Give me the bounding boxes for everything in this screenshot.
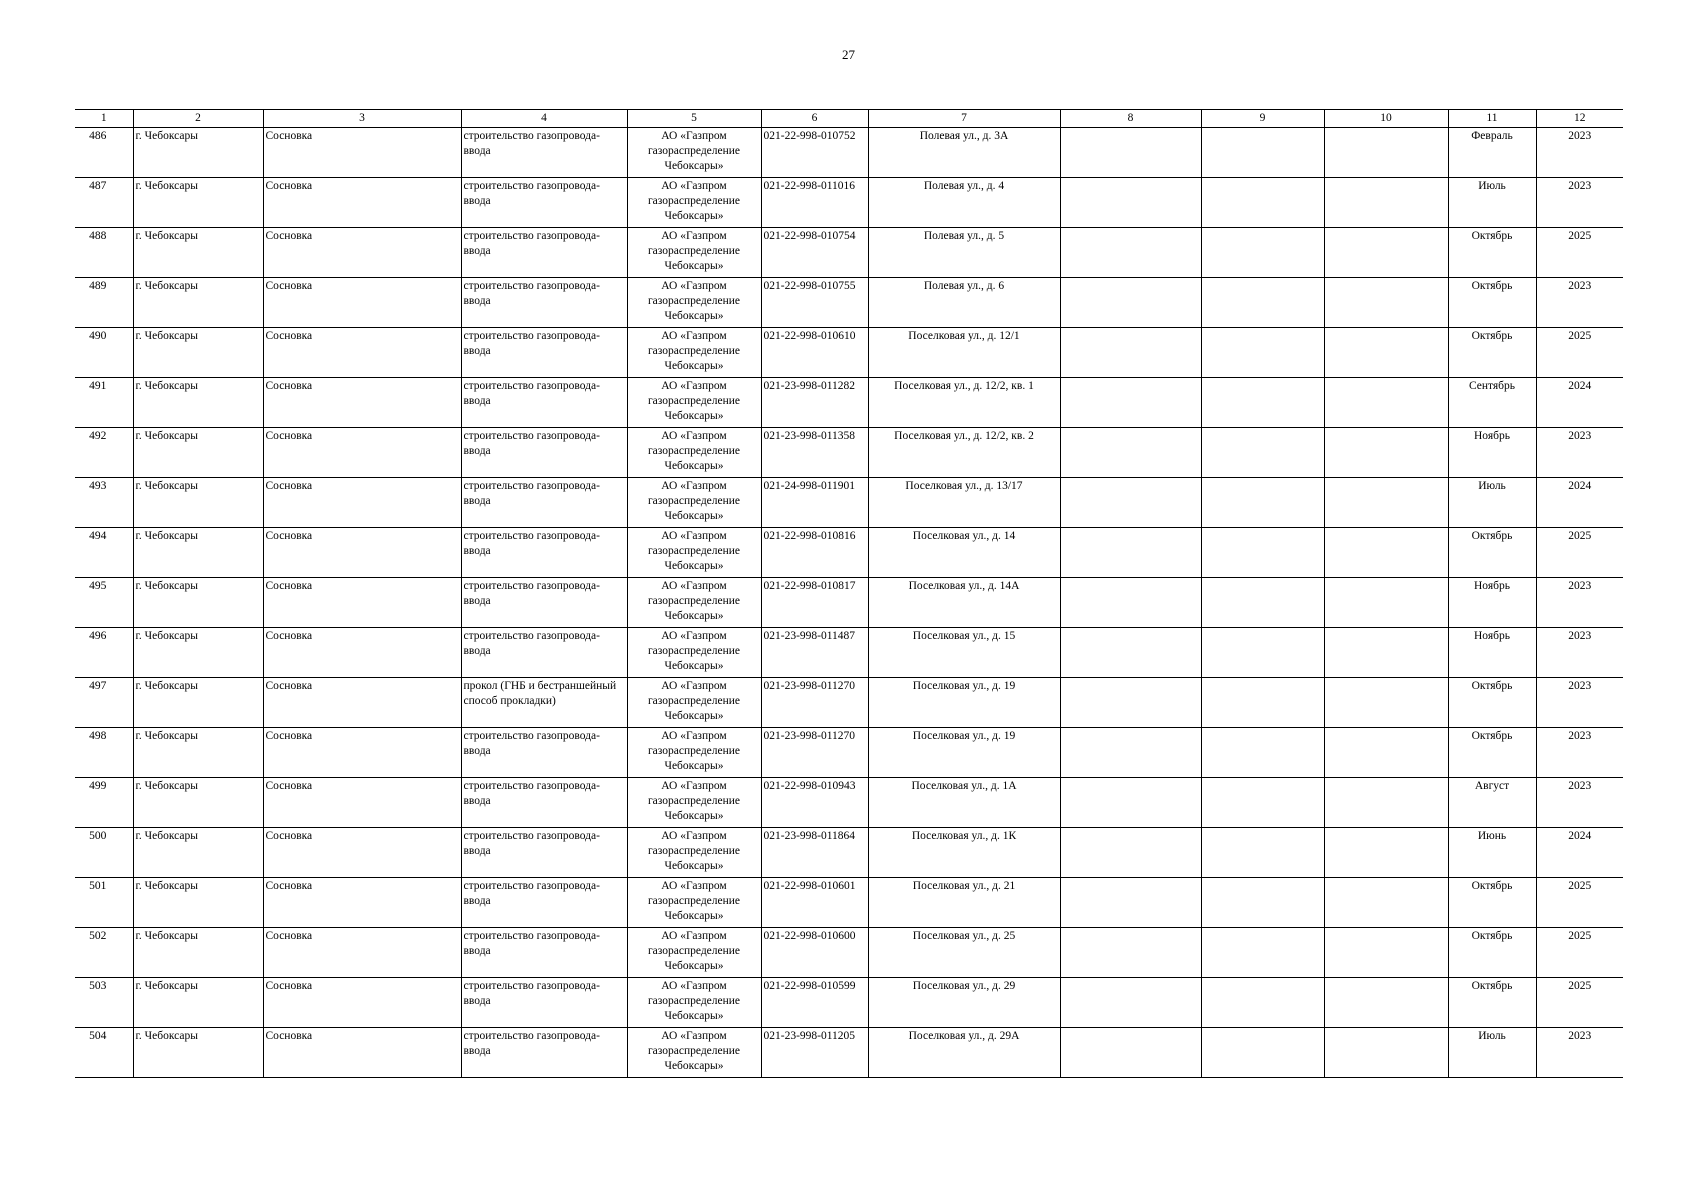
- column-header: 1: [75, 110, 133, 128]
- table-row: [75, 478, 1623, 528]
- column-header: 12: [1536, 110, 1623, 128]
- application-code-cell: 021-22-998-010601: [761, 878, 868, 928]
- district-cell: Сосновка: [263, 328, 461, 378]
- year-cell: 2025: [1536, 928, 1623, 978]
- year-cell: 2023: [1536, 178, 1623, 228]
- year-cell: 2023: [1536, 728, 1623, 778]
- address-cell: Поселковая ул., д. 13/17: [868, 478, 1060, 528]
- row-number-cell: 502: [75, 928, 133, 978]
- city-cell: г. Чебоксары: [133, 978, 263, 1028]
- column-10-cell: [1324, 578, 1448, 628]
- column-9-cell: [1201, 478, 1324, 528]
- column-10-cell: [1324, 278, 1448, 328]
- work-type-cell: строительство газопровода-ввода: [461, 128, 627, 178]
- table-row: [75, 128, 1623, 178]
- district-cell: Сосновка: [263, 278, 461, 328]
- district-cell: Сосновка: [263, 628, 461, 678]
- column-10-cell: [1324, 478, 1448, 528]
- row-number-cell: 499: [75, 778, 133, 828]
- column-header: 2: [133, 110, 263, 128]
- application-code-cell: 021-22-998-011016: [761, 178, 868, 228]
- column-8-cell: [1060, 428, 1201, 478]
- table-row: [75, 728, 1623, 778]
- column-8-cell: [1060, 828, 1201, 878]
- column-9-cell: [1201, 128, 1324, 178]
- address-cell: Поселковая ул., д. 25: [868, 928, 1060, 978]
- organization-cell: АО «Газпром газораспределение Чебоксары»: [627, 428, 761, 478]
- organization-cell: АО «Газпром газораспределение Чебоксары»: [627, 778, 761, 828]
- column-10-cell: [1324, 328, 1448, 378]
- year-cell: 2023: [1536, 128, 1623, 178]
- column-9-cell: [1201, 428, 1324, 478]
- month-cell: Октябрь: [1448, 228, 1536, 278]
- district-cell: Сосновка: [263, 778, 461, 828]
- year-cell: 2023: [1536, 628, 1623, 678]
- row-number-cell: 486: [75, 128, 133, 178]
- year-cell: 2025: [1536, 228, 1623, 278]
- work-type-cell: строительство газопровода-ввода: [461, 428, 627, 478]
- address-cell: Поселковая ул., д. 21: [868, 878, 1060, 928]
- month-cell: Октябрь: [1448, 928, 1536, 978]
- month-cell: Октябрь: [1448, 878, 1536, 928]
- month-cell: Февраль: [1448, 128, 1536, 178]
- month-cell: Июнь: [1448, 828, 1536, 878]
- organization-cell: АО «Газпром газораспределение Чебоксары»: [627, 528, 761, 578]
- column-10-cell: [1324, 728, 1448, 778]
- work-type-cell: строительство газопровода-ввода: [461, 928, 627, 978]
- row-number-cell: 501: [75, 878, 133, 928]
- address-cell: Поселковая ул., д. 12/2, кв. 1: [868, 378, 1060, 428]
- city-cell: г. Чебоксары: [133, 378, 263, 428]
- table-row: [75, 378, 1623, 428]
- address-cell: Поселковая ул., д. 1А: [868, 778, 1060, 828]
- district-cell: Сосновка: [263, 528, 461, 578]
- column-10-cell: [1324, 878, 1448, 928]
- column-9-cell: [1201, 528, 1324, 578]
- city-cell: г. Чебоксары: [133, 928, 263, 978]
- column-8-cell: [1060, 528, 1201, 578]
- city-cell: г. Чебоксары: [133, 328, 263, 378]
- address-cell: Поселковая ул., д. 15: [868, 628, 1060, 678]
- work-type-cell: строительство газопровода-ввода: [461, 178, 627, 228]
- column-9-cell: [1201, 578, 1324, 628]
- city-cell: г. Чебоксары: [133, 228, 263, 278]
- city-cell: г. Чебоксары: [133, 578, 263, 628]
- column-10-cell: [1324, 628, 1448, 678]
- column-header: 6: [761, 110, 868, 128]
- year-cell: 2023: [1536, 428, 1623, 478]
- organization-cell: АО «Газпром газораспределение Чебоксары»: [627, 578, 761, 628]
- month-cell: Август: [1448, 778, 1536, 828]
- year-cell: 2024: [1536, 478, 1623, 528]
- column-8-cell: [1060, 378, 1201, 428]
- column-8-cell: [1060, 678, 1201, 728]
- application-code-cell: 021-23-998-011270: [761, 678, 868, 728]
- month-cell: Октябрь: [1448, 978, 1536, 1028]
- month-cell: Октябрь: [1448, 328, 1536, 378]
- city-cell: г. Чебоксары: [133, 478, 263, 528]
- district-cell: Сосновка: [263, 478, 461, 528]
- district-cell: Сосновка: [263, 678, 461, 728]
- month-cell: Июль: [1448, 178, 1536, 228]
- column-header: 11: [1448, 110, 1536, 128]
- work-type-cell: строительство газопровода-ввода: [461, 978, 627, 1028]
- work-type-cell: строительство газопровода-ввода: [461, 278, 627, 328]
- month-cell: Октябрь: [1448, 678, 1536, 728]
- table-row: [75, 978, 1623, 1028]
- month-cell: Ноябрь: [1448, 428, 1536, 478]
- column-8-cell: [1060, 728, 1201, 778]
- work-type-cell: строительство газопровода-ввода: [461, 778, 627, 828]
- year-cell: 2025: [1536, 528, 1623, 578]
- column-header: 8: [1060, 110, 1201, 128]
- district-cell: Сосновка: [263, 228, 461, 278]
- city-cell: г. Чебоксары: [133, 828, 263, 878]
- column-header: 3: [263, 110, 461, 128]
- column-10-cell: [1324, 1028, 1448, 1078]
- application-code-cell: 021-23-998-011282: [761, 378, 868, 428]
- organization-cell: АО «Газпром газораспределение Чебоксары»: [627, 1028, 761, 1078]
- year-cell: 2024: [1536, 378, 1623, 428]
- table-row: [75, 678, 1623, 728]
- address-cell: Полевая ул., д. 6: [868, 278, 1060, 328]
- city-cell: г. Чебоксары: [133, 128, 263, 178]
- column-9-cell: [1201, 828, 1324, 878]
- column-9-cell: [1201, 228, 1324, 278]
- table-row: [75, 328, 1623, 378]
- column-9-cell: [1201, 1028, 1324, 1078]
- column-number-header-row: [75, 110, 1623, 128]
- column-10-cell: [1324, 228, 1448, 278]
- application-code-cell: 021-23-998-011864: [761, 828, 868, 878]
- row-number-cell: 491: [75, 378, 133, 428]
- application-code-cell: 021-22-998-010755: [761, 278, 868, 328]
- address-cell: Поселковая ул., д. 19: [868, 678, 1060, 728]
- column-10-cell: [1324, 178, 1448, 228]
- organization-cell: АО «Газпром газораспределение Чебоксары»: [627, 628, 761, 678]
- row-number-cell: 488: [75, 228, 133, 278]
- district-cell: Сосновка: [263, 378, 461, 428]
- column-9-cell: [1201, 328, 1324, 378]
- row-number-cell: 490: [75, 328, 133, 378]
- city-cell: г. Чебоксары: [133, 678, 263, 728]
- column-9-cell: [1201, 278, 1324, 328]
- year-cell: 2023: [1536, 578, 1623, 628]
- address-cell: Поселковая ул., д. 1К: [868, 828, 1060, 878]
- address-cell: Поселковая ул., д. 29: [868, 978, 1060, 1028]
- application-code-cell: 021-22-998-010816: [761, 528, 868, 578]
- work-type-cell: строительство газопровода-ввода: [461, 878, 627, 928]
- organization-cell: АО «Газпром газораспределение Чебоксары»: [627, 378, 761, 428]
- organization-cell: АО «Газпром газораспределение Чебоксары»: [627, 678, 761, 728]
- column-8-cell: [1060, 228, 1201, 278]
- address-cell: Поселковая ул., д. 14А: [868, 578, 1060, 628]
- address-cell: Поселковая ул., д. 14: [868, 528, 1060, 578]
- address-cell: Поселковая ул., д. 12/1: [868, 328, 1060, 378]
- work-type-cell: строительство газопровода-ввода: [461, 328, 627, 378]
- column-header: 4: [461, 110, 627, 128]
- application-code-cell: 021-22-998-010943: [761, 778, 868, 828]
- work-type-cell: строительство газопровода-ввода: [461, 228, 627, 278]
- district-cell: Сосновка: [263, 428, 461, 478]
- district-cell: Сосновка: [263, 578, 461, 628]
- city-cell: г. Чебоксары: [133, 628, 263, 678]
- column-10-cell: [1324, 778, 1448, 828]
- year-cell: 2023: [1536, 678, 1623, 728]
- column-8-cell: [1060, 178, 1201, 228]
- table-row: [75, 878, 1623, 928]
- city-cell: г. Чебоксары: [133, 878, 263, 928]
- month-cell: Июль: [1448, 478, 1536, 528]
- column-10-cell: [1324, 528, 1448, 578]
- row-number-cell: 494: [75, 528, 133, 578]
- organization-cell: АО «Газпром газораспределение Чебоксары»: [627, 728, 761, 778]
- table-row: [75, 778, 1623, 828]
- organization-cell: АО «Газпром газораспределение Чебоксары»: [627, 328, 761, 378]
- organization-cell: АО «Газпром газораспределение Чебоксары»: [627, 978, 761, 1028]
- column-8-cell: [1060, 1028, 1201, 1078]
- column-9-cell: [1201, 628, 1324, 678]
- organization-cell: АО «Газпром газораспределение Чебоксары»: [627, 178, 761, 228]
- address-cell: Поселковая ул., д. 12/2, кв. 2: [868, 428, 1060, 478]
- row-number-cell: 492: [75, 428, 133, 478]
- application-code-cell: 021-22-998-010600: [761, 928, 868, 978]
- column-9-cell: [1201, 778, 1324, 828]
- row-number-cell: 496: [75, 628, 133, 678]
- organization-cell: АО «Газпром газораспределение Чебоксары»: [627, 478, 761, 528]
- district-cell: Сосновка: [263, 978, 461, 1028]
- application-code-cell: 021-23-998-011270: [761, 728, 868, 778]
- table-body: [75, 128, 1623, 1078]
- city-cell: г. Чебоксары: [133, 278, 263, 328]
- column-9-cell: [1201, 378, 1324, 428]
- column-10-cell: [1324, 428, 1448, 478]
- table-row: [75, 578, 1623, 628]
- work-type-cell: строительство газопровода-ввода: [461, 828, 627, 878]
- work-type-cell: строительство газопровода-ввода: [461, 728, 627, 778]
- work-type-cell: прокол (ГНБ и бестраншейный способ прокладки): [461, 678, 627, 728]
- column-9-cell: [1201, 178, 1324, 228]
- year-cell: 2025: [1536, 328, 1623, 378]
- column-10-cell: [1324, 978, 1448, 1028]
- column-9-cell: [1201, 678, 1324, 728]
- organization-cell: АО «Газпром газораспределение Чебоксары»: [627, 828, 761, 878]
- column-10-cell: [1324, 928, 1448, 978]
- column-8-cell: [1060, 128, 1201, 178]
- city-cell: г. Чебоксары: [133, 178, 263, 228]
- organization-cell: АО «Газпром газораспределение Чебоксары»: [627, 228, 761, 278]
- city-cell: г. Чебоксары: [133, 728, 263, 778]
- month-cell: Ноябрь: [1448, 628, 1536, 678]
- year-cell: 2023: [1536, 278, 1623, 328]
- column-header: 10: [1324, 110, 1448, 128]
- year-cell: 2023: [1536, 778, 1623, 828]
- district-cell: Сосновка: [263, 178, 461, 228]
- application-code-cell: 021-22-998-010752: [761, 128, 868, 178]
- column-10-cell: [1324, 128, 1448, 178]
- column-header: 7: [868, 110, 1060, 128]
- organization-cell: АО «Газпром газораспределение Чебоксары»: [627, 878, 761, 928]
- column-9-cell: [1201, 928, 1324, 978]
- column-header: 5: [627, 110, 761, 128]
- column-9-cell: [1201, 878, 1324, 928]
- column-8-cell: [1060, 328, 1201, 378]
- table-row: [75, 528, 1623, 578]
- application-code-cell: 021-22-998-010599: [761, 978, 868, 1028]
- organization-cell: АО «Газпром газораспределение Чебоксары»: [627, 278, 761, 328]
- month-cell: Июль: [1448, 1028, 1536, 1078]
- column-8-cell: [1060, 578, 1201, 628]
- district-cell: Сосновка: [263, 928, 461, 978]
- row-number-cell: 503: [75, 978, 133, 1028]
- page-number: 27: [842, 47, 855, 62]
- column-8-cell: [1060, 928, 1201, 978]
- column-9-cell: [1201, 978, 1324, 1028]
- address-cell: Полевая ул., д. 5: [868, 228, 1060, 278]
- work-type-cell: строительство газопровода-ввода: [461, 628, 627, 678]
- month-cell: Октябрь: [1448, 728, 1536, 778]
- year-cell: 2023: [1536, 1028, 1623, 1078]
- address-cell: Поселковая ул., д. 29А: [868, 1028, 1060, 1078]
- city-cell: г. Чебоксары: [133, 1028, 263, 1078]
- column-8-cell: [1060, 628, 1201, 678]
- application-code-cell: 021-22-998-010610: [761, 328, 868, 378]
- row-number-cell: 500: [75, 828, 133, 878]
- column-8-cell: [1060, 878, 1201, 928]
- district-cell: Сосновка: [263, 828, 461, 878]
- column-10-cell: [1324, 378, 1448, 428]
- table-row: [75, 928, 1623, 978]
- gas-connection-table: [75, 109, 1623, 1078]
- table-row: [75, 278, 1623, 328]
- row-number-cell: 497: [75, 678, 133, 728]
- district-cell: Сосновка: [263, 128, 461, 178]
- column-8-cell: [1060, 978, 1201, 1028]
- table-row: [75, 828, 1623, 878]
- application-code-cell: 021-23-998-011205: [761, 1028, 868, 1078]
- address-cell: Полевая ул., д. 4: [868, 178, 1060, 228]
- work-type-cell: строительство газопровода-ввода: [461, 378, 627, 428]
- column-8-cell: [1060, 278, 1201, 328]
- table-row: [75, 428, 1623, 478]
- year-cell: 2025: [1536, 978, 1623, 1028]
- column-9-cell: [1201, 728, 1324, 778]
- application-code-cell: 021-22-998-010817: [761, 578, 868, 628]
- column-8-cell: [1060, 778, 1201, 828]
- application-code-cell: 021-23-998-011487: [761, 628, 868, 678]
- organization-cell: АО «Газпром газораспределение Чебоксары»: [627, 928, 761, 978]
- table-row: [75, 178, 1623, 228]
- work-type-cell: строительство газопровода-ввода: [461, 478, 627, 528]
- column-8-cell: [1060, 478, 1201, 528]
- organization-cell: АО «Газпром газораспределение Чебоксары»: [627, 128, 761, 178]
- work-type-cell: строительство газопровода-ввода: [461, 578, 627, 628]
- district-cell: Сосновка: [263, 728, 461, 778]
- month-cell: Октябрь: [1448, 278, 1536, 328]
- table-row: [75, 628, 1623, 678]
- district-cell: Сосновка: [263, 1028, 461, 1078]
- table-row: [75, 1028, 1623, 1078]
- city-cell: г. Чебоксары: [133, 428, 263, 478]
- address-cell: Полевая ул., д. 3А: [868, 128, 1060, 178]
- row-number-cell: 493: [75, 478, 133, 528]
- row-number-cell: 498: [75, 728, 133, 778]
- address-cell: Поселковая ул., д. 19: [868, 728, 1060, 778]
- month-cell: Ноябрь: [1448, 578, 1536, 628]
- row-number-cell: 504: [75, 1028, 133, 1078]
- column-10-cell: [1324, 828, 1448, 878]
- city-cell: г. Чебоксары: [133, 778, 263, 828]
- year-cell: 2024: [1536, 828, 1623, 878]
- row-number-cell: 495: [75, 578, 133, 628]
- column-10-cell: [1324, 678, 1448, 728]
- city-cell: г. Чебоксары: [133, 528, 263, 578]
- column-header: 9: [1201, 110, 1324, 128]
- application-code-cell: 021-23-998-011358: [761, 428, 868, 478]
- row-number-cell: 489: [75, 278, 133, 328]
- month-cell: Октябрь: [1448, 528, 1536, 578]
- year-cell: 2025: [1536, 878, 1623, 928]
- application-code-cell: 021-22-998-010754: [761, 228, 868, 278]
- month-cell: Сентябрь: [1448, 378, 1536, 428]
- row-number-cell: 487: [75, 178, 133, 228]
- work-type-cell: строительство газопровода-ввода: [461, 528, 627, 578]
- district-cell: Сосновка: [263, 878, 461, 928]
- application-code-cell: 021-24-998-011901: [761, 478, 868, 528]
- work-type-cell: строительство газопровода-ввода: [461, 1028, 627, 1078]
- table-row: [75, 228, 1623, 278]
